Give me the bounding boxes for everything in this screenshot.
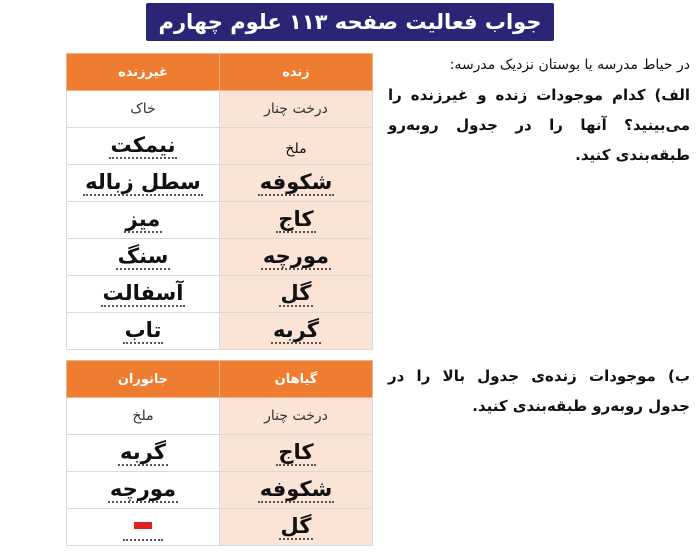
- example-living: درخت چنار: [220, 91, 373, 128]
- living-cell: [220, 165, 373, 202]
- nonliving-cell: [67, 276, 220, 313]
- nonliving-cell: [67, 165, 220, 202]
- example-animal: ملخ: [67, 398, 220, 435]
- question-a-intro: در حیاط مدرسه یا بوستان نزدیک مدرسه:: [449, 57, 690, 73]
- answer-text: گل: [280, 281, 312, 305]
- answer-text: کاج: [278, 440, 314, 464]
- living-nonliving-table: [66, 53, 373, 350]
- answer-text: مورچه: [109, 477, 177, 501]
- page-title: جواب فعالیت صفحه ۱۱۳ علوم چهارم: [158, 10, 542, 34]
- example-nonliving: خاک: [67, 91, 220, 128]
- answer-text: نیمکت: [110, 133, 176, 157]
- answer-text: گربه: [120, 440, 166, 464]
- table-header-row: [67, 361, 373, 398]
- animal-cell: [67, 435, 220, 472]
- animal-cell: [67, 509, 220, 546]
- plant-cell: [220, 472, 373, 509]
- plant-cell: [220, 509, 373, 546]
- answer-text: تاب: [124, 318, 162, 342]
- answer-text: سنگ: [117, 244, 169, 268]
- plants-animals-table: [66, 360, 373, 546]
- header-nonliving: غیرزنده: [67, 54, 220, 91]
- answer-text: کاج: [278, 207, 314, 231]
- plant-cell: [220, 435, 373, 472]
- answer-text: گربه: [273, 318, 319, 342]
- red-dash-mark: [134, 522, 152, 529]
- table-row: [67, 239, 373, 276]
- nonliving-cell: [67, 202, 220, 239]
- nonliving-cell: [67, 313, 220, 350]
- table-row: [67, 435, 373, 472]
- empty-dotted-line: [123, 537, 163, 541]
- nonliving-cell: [67, 128, 220, 165]
- table-header-row: [67, 54, 373, 91]
- example-plant: درخت چنار: [220, 398, 373, 435]
- question-b-text: ب) موجودات زنده‌ی جدول بالا را در جدول روبه‌رو طبقه‌بندی کنید.: [388, 367, 690, 415]
- page-title-banner: [146, 3, 554, 41]
- table-example-row: [67, 91, 373, 128]
- animal-cell: [67, 472, 220, 509]
- answer-text: گل: [280, 514, 312, 538]
- table-row: [67, 128, 373, 165]
- table-row: [67, 202, 373, 239]
- living-cell: [220, 202, 373, 239]
- nonliving-cell: [67, 239, 220, 276]
- header-living: زنده: [220, 54, 373, 91]
- question-b: [388, 361, 690, 421]
- table-row: [67, 313, 373, 350]
- table-row: [67, 509, 373, 546]
- table-row: [67, 472, 373, 509]
- header-plants: گیاهان: [220, 361, 373, 398]
- table-example-row: [67, 398, 373, 435]
- table-row: [67, 276, 373, 313]
- answer-text: شکوفه: [259, 170, 333, 194]
- living-cell: [220, 313, 373, 350]
- answer-text: سطل زباله: [85, 170, 201, 194]
- question-a: [388, 50, 690, 170]
- table-row: [67, 165, 373, 202]
- living-cell: [220, 239, 373, 276]
- answer-text: شکوفه: [259, 477, 333, 501]
- answer-text: ملخ: [285, 141, 307, 157]
- living-cell: [220, 276, 373, 313]
- question-a-text: الف) کدام موجودات زنده و غیرزنده را می‌بینید؟ آنها را در جدول روبه‌رو طبقه‌بندی کنید.: [388, 86, 690, 164]
- answer-text: مورچه: [262, 244, 330, 268]
- answer-text: میز: [125, 207, 161, 231]
- answer-text: آسفالت: [102, 281, 184, 305]
- living-cell: [220, 128, 373, 165]
- header-animals: جانوران: [67, 361, 220, 398]
